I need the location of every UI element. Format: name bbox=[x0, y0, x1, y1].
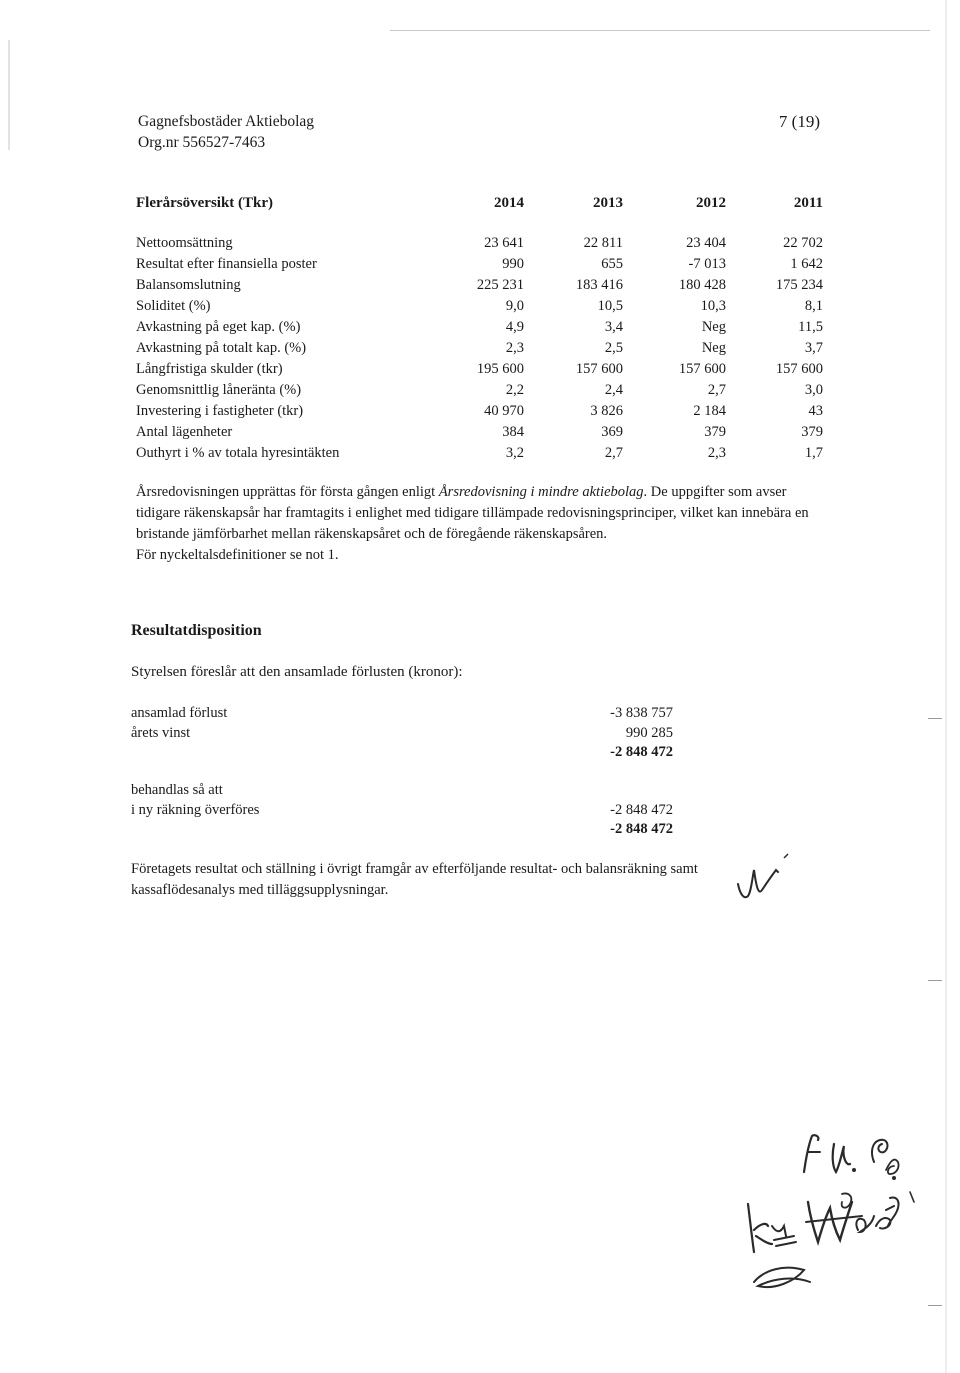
disposition-amount: 990 285 bbox=[625, 724, 673, 741]
note-paragraph bbox=[136, 482, 826, 545]
row-value: 384 bbox=[502, 424, 524, 440]
margin-mark bbox=[928, 718, 942, 719]
row-label: Investering i fastigheter (tkr) bbox=[136, 403, 304, 419]
row-value: Neg bbox=[701, 319, 726, 335]
year-header: 2014 bbox=[494, 194, 524, 211]
disposition-label: årets vinst bbox=[131, 724, 191, 741]
scan-artifact-edge bbox=[945, 0, 947, 1373]
table-row bbox=[136, 254, 823, 275]
table-row bbox=[136, 422, 823, 443]
row-value: 22 811 bbox=[583, 235, 623, 251]
row-value: 3,4 bbox=[604, 319, 623, 335]
row-label: Resultat efter finansiella poster bbox=[136, 256, 317, 272]
row-label: Outhyrt i % av totala hyresintäkten bbox=[136, 445, 340, 461]
row-label: Avkastning på eget kap. (%) bbox=[136, 319, 301, 335]
disposition-total: -2 848 472 bbox=[610, 744, 673, 760]
table-row bbox=[136, 443, 823, 464]
row-value: 379 bbox=[801, 424, 823, 440]
row-label: Genomsnittlig låneränta (%) bbox=[136, 382, 302, 398]
row-value: 2,3 bbox=[707, 445, 726, 461]
row-label: Avkastning på totalt kap. (%) bbox=[136, 340, 307, 356]
disposition-row bbox=[131, 743, 673, 763]
row-value: 369 bbox=[601, 424, 623, 440]
note-text: . De uppgifter som avser tidigare räkenskapsår har framtagits i enlighet med tidigare tillämpade redovisningsprinciper, vilket kan innebära en bristande jämförbarhet mellan räkenskapsåret och de föregående räkenskapsåren. bbox=[136, 484, 809, 542]
company-name: Gagnefsbostäder Aktiebolag bbox=[138, 113, 315, 130]
table-row bbox=[136, 380, 823, 401]
disposition-amount: -2 848 472 bbox=[610, 801, 673, 818]
closing-statement: Företagets resultat och ställning i övrigt framgår av efterföljande resultat- och balansräkning samt kassaflödesanalys med tilläggsupplysningar. bbox=[131, 861, 698, 898]
table-row bbox=[136, 338, 823, 359]
scan-artifact-line bbox=[390, 30, 930, 31]
row-value: 11,5 bbox=[798, 319, 823, 335]
disposition-row bbox=[131, 704, 673, 724]
table-header-row bbox=[136, 192, 823, 214]
row-label: Långfristiga skulder (tkr) bbox=[136, 361, 283, 377]
row-value: 379 bbox=[704, 424, 726, 440]
row-value: 3,7 bbox=[804, 340, 823, 356]
row-value: 225 231 bbox=[476, 277, 524, 293]
row-value: 3,0 bbox=[804, 382, 823, 398]
row-value: 9,0 bbox=[505, 298, 524, 314]
disposition-amount: -3 838 757 bbox=[610, 705, 673, 721]
note-text: Årsredovisningen upprättas för första gången enligt bbox=[136, 484, 439, 500]
row-value: 175 234 bbox=[775, 277, 823, 293]
margin-mark bbox=[928, 980, 942, 981]
org-number: Org.nr 556527-7463 bbox=[138, 134, 266, 151]
row-value: -7 013 bbox=[688, 256, 726, 272]
scan-artifact-edge bbox=[8, 40, 10, 150]
disposition-row bbox=[131, 820, 673, 840]
note-reference: För nyckeltalsdefinitioner se not 1. bbox=[136, 547, 339, 563]
row-value: 2,7 bbox=[707, 382, 726, 398]
row-value: 157 600 bbox=[775, 361, 823, 377]
row-value: 8,1 bbox=[804, 298, 823, 314]
initials-signature bbox=[718, 850, 798, 910]
table-row bbox=[136, 214, 823, 254]
row-label: Antal lägenheter bbox=[136, 424, 233, 440]
row-value: 1 642 bbox=[790, 256, 823, 272]
disposition-row bbox=[131, 801, 673, 821]
disposition-total: -2 848 472 bbox=[610, 821, 673, 837]
table-row bbox=[136, 401, 823, 422]
row-value: 10,3 bbox=[700, 298, 726, 314]
row-value: 2,5 bbox=[604, 340, 623, 356]
basis-note bbox=[136, 482, 826, 566]
row-value: 43 bbox=[808, 403, 823, 419]
page-header bbox=[138, 111, 820, 153]
row-value: 4,9 bbox=[505, 319, 524, 335]
disposition-heading-text: behandlas så att bbox=[131, 782, 223, 798]
disposition-rows bbox=[131, 801, 673, 840]
row-label: Balansomslutning bbox=[136, 277, 241, 293]
row-label: Nettoomsättning bbox=[136, 235, 233, 251]
table-row bbox=[136, 275, 823, 296]
disposition-heading bbox=[131, 781, 673, 801]
row-value: 3,2 bbox=[505, 445, 524, 461]
row-value: 10,5 bbox=[597, 298, 623, 314]
row-value: 2 184 bbox=[693, 403, 726, 419]
page-number: 7 (19) bbox=[778, 112, 820, 131]
row-value: Neg bbox=[701, 340, 726, 356]
section-title: Resultatdisposition bbox=[131, 622, 262, 639]
row-value: 180 428 bbox=[678, 277, 726, 293]
table-title: Flerårsöversikt (Tkr) bbox=[136, 194, 274, 211]
row-value: 157 600 bbox=[575, 361, 623, 377]
multi-year-overview-table bbox=[136, 192, 823, 464]
row-value: 990 bbox=[502, 256, 524, 272]
row-value: 22 702 bbox=[783, 235, 823, 251]
row-value: 2,7 bbox=[604, 445, 623, 461]
table-body bbox=[136, 214, 823, 464]
row-value: 157 600 bbox=[678, 361, 726, 377]
disposition-label: ansamlad förlust bbox=[131, 705, 228, 721]
row-value: 183 416 bbox=[575, 277, 623, 293]
row-value: 23 641 bbox=[484, 235, 524, 251]
row-value: 2,3 bbox=[505, 340, 524, 356]
row-value: 1,7 bbox=[804, 445, 823, 461]
row-value: 40 970 bbox=[484, 403, 524, 419]
note-emphasis: Årsredovisning i mindre aktiebolag bbox=[438, 484, 644, 500]
row-value: 195 600 bbox=[476, 361, 524, 377]
table-row bbox=[136, 359, 823, 380]
disposition-block bbox=[131, 781, 673, 840]
row-value: 2,4 bbox=[604, 382, 623, 398]
disposition-label: i ny räkning överföres bbox=[131, 801, 260, 818]
board-signatures bbox=[734, 1186, 934, 1306]
row-label: Soliditet (%) bbox=[136, 298, 211, 314]
disposition-row bbox=[131, 724, 673, 744]
year-header: 2013 bbox=[593, 194, 623, 211]
initials-signature bbox=[790, 1122, 920, 1184]
row-value: 23 404 bbox=[686, 235, 726, 251]
disposition-intro: Styrelsen föreslår att den ansamlade förlusten (kronor): bbox=[131, 664, 463, 680]
row-value: 2,2 bbox=[505, 382, 524, 398]
table-row bbox=[136, 296, 823, 317]
year-header: 2012 bbox=[696, 194, 726, 211]
year-header: 2011 bbox=[793, 194, 823, 211]
disposition-block bbox=[131, 704, 673, 763]
row-value: 3 826 bbox=[590, 403, 623, 419]
row-value: 655 bbox=[601, 256, 623, 272]
table-row bbox=[136, 317, 823, 338]
